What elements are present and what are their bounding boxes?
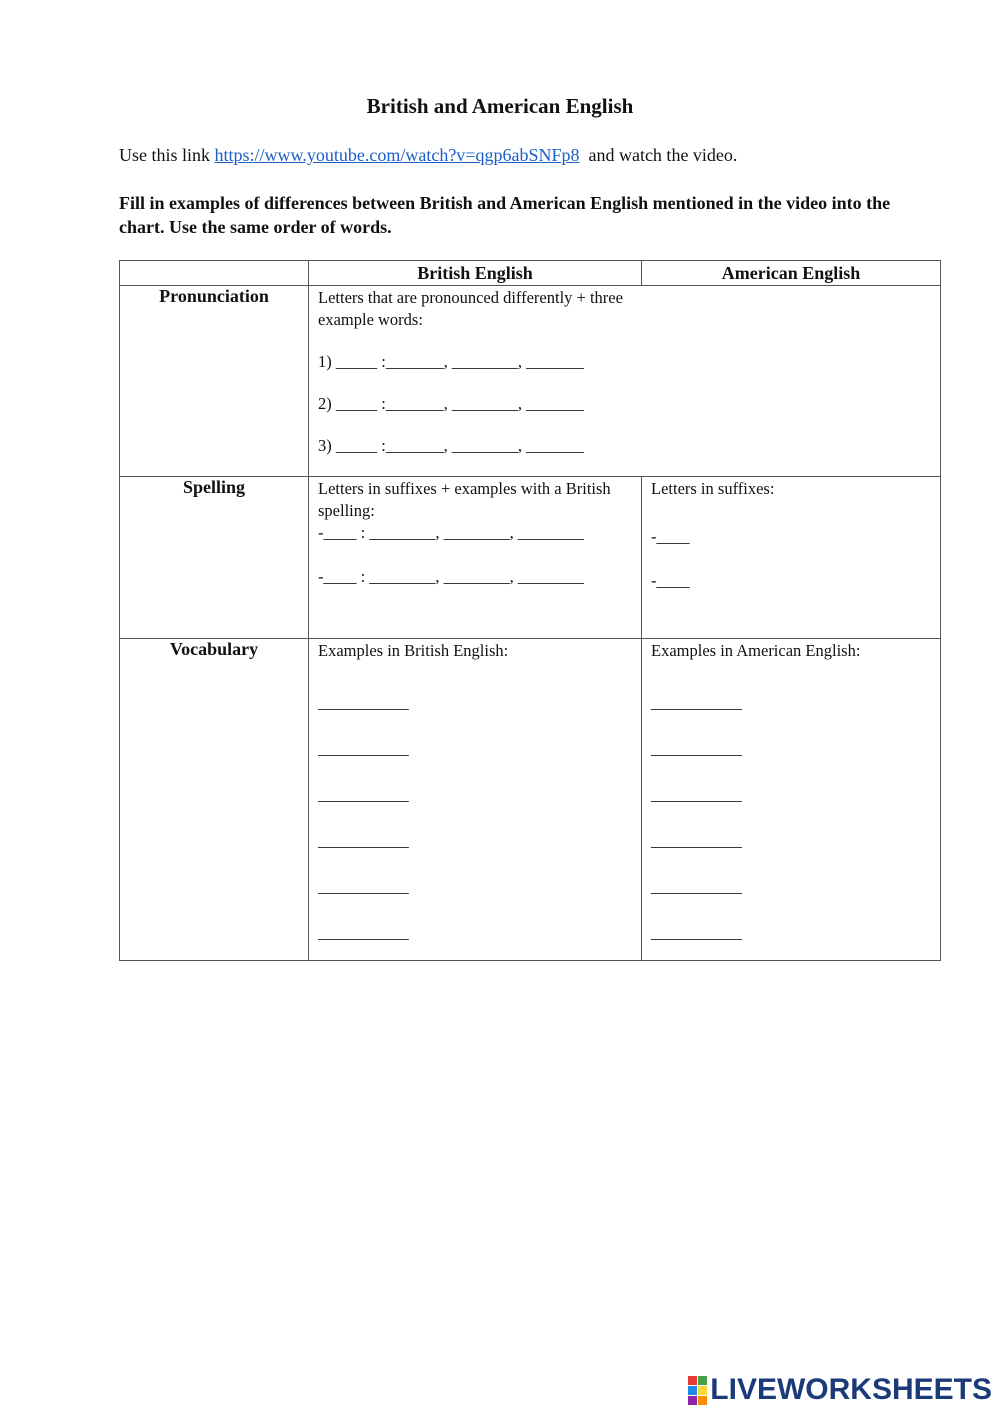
logo-square-2 xyxy=(698,1376,707,1385)
spelling-british-line-2[interactable]: -____ : ________, ________, ________ xyxy=(318,567,584,586)
pronunciation-line-2[interactable]: 2) _____ :_______, ________, _______ xyxy=(318,394,584,413)
vocab-american-line-1[interactable]: ___________ xyxy=(651,693,742,712)
logo-square-1 xyxy=(688,1376,697,1385)
spelling-label: Spelling xyxy=(120,477,309,639)
logo-square-4 xyxy=(698,1386,707,1395)
logo-square-6 xyxy=(698,1396,707,1405)
vocab-british-line-3[interactable]: ___________ xyxy=(318,785,409,804)
instructions: Fill in examples of differences between British and American English mentioned in the video into the chart. Use the same order of words. xyxy=(119,193,891,237)
logo-square-5 xyxy=(688,1396,697,1405)
logo-text: LIVEWORKSHEETS xyxy=(710,1373,992,1406)
spelling-american-line-2[interactable]: -____ xyxy=(651,571,690,590)
header-empty xyxy=(120,261,309,286)
vocab-british-line-6[interactable]: ___________ xyxy=(318,923,409,942)
vocabulary-label: Vocabulary xyxy=(120,639,309,961)
header-british: British English xyxy=(309,261,642,286)
vocab-british-line-5[interactable]: ___________ xyxy=(318,877,409,896)
header-american: American English xyxy=(642,261,941,286)
spelling-british-prompt: Letters in suffixes + examples with a British spelling: xyxy=(318,479,611,520)
intro-line xyxy=(119,145,737,166)
pronunciation-label: Pronunciation xyxy=(120,286,309,477)
pronunciation-cell xyxy=(309,286,642,477)
logo-mark-icon xyxy=(688,1376,707,1405)
vocabulary-british-cell xyxy=(309,639,642,961)
vocab-british-line-1[interactable]: ___________ xyxy=(318,693,409,712)
pronunciation-row xyxy=(120,286,941,477)
pronunciation-line-1[interactable]: 1) _____ :_______, ________, _______ xyxy=(318,352,584,371)
vocabulary-american-cell xyxy=(642,639,941,961)
vocab-british-line-2[interactable]: ___________ xyxy=(318,739,409,758)
header-row xyxy=(120,261,941,286)
spelling-american-cell xyxy=(642,477,941,639)
vocabulary-british-prompt: Examples in British English: xyxy=(318,641,509,660)
vocab-american-line-6[interactable]: ___________ xyxy=(651,923,742,942)
pronunciation-prompt: Letters that are pronounced differently + three example words: xyxy=(318,288,623,329)
vocab-british-line-4[interactable]: ___________ xyxy=(318,831,409,850)
spelling-row xyxy=(120,477,941,639)
intro-prefix: Use this link xyxy=(119,145,211,165)
page-title: British and American English xyxy=(366,94,634,118)
liveworksheets-logo xyxy=(688,1373,992,1407)
pronunciation-american-cell xyxy=(642,286,941,477)
vocab-american-line-3[interactable]: ___________ xyxy=(651,785,742,804)
spelling-american-line-1[interactable]: -____ xyxy=(651,527,690,546)
spelling-british-line-1[interactable]: -____ : ________, ________, ________ xyxy=(318,523,584,542)
vocab-american-line-4[interactable]: ___________ xyxy=(651,831,742,850)
logo-square-3 xyxy=(688,1386,697,1395)
vocab-american-line-5[interactable]: ___________ xyxy=(651,877,742,896)
spelling-american-prompt: Letters in suffixes: xyxy=(651,479,775,498)
video-link[interactable]: https://www.youtube.com/watch?v=qgp6abSNFp8 xyxy=(214,145,580,165)
pronunciation-line-3[interactable]: 3) _____ :_______, ________, _______ xyxy=(318,436,584,455)
vocab-american-line-2[interactable]: ___________ xyxy=(651,739,742,758)
intro-suffix: and watch the video. xyxy=(588,145,738,165)
spelling-british-cell xyxy=(309,477,642,639)
vocabulary-american-prompt: Examples in American English: xyxy=(651,641,861,660)
comparison-table xyxy=(119,260,941,961)
vocabulary-row xyxy=(120,639,941,961)
